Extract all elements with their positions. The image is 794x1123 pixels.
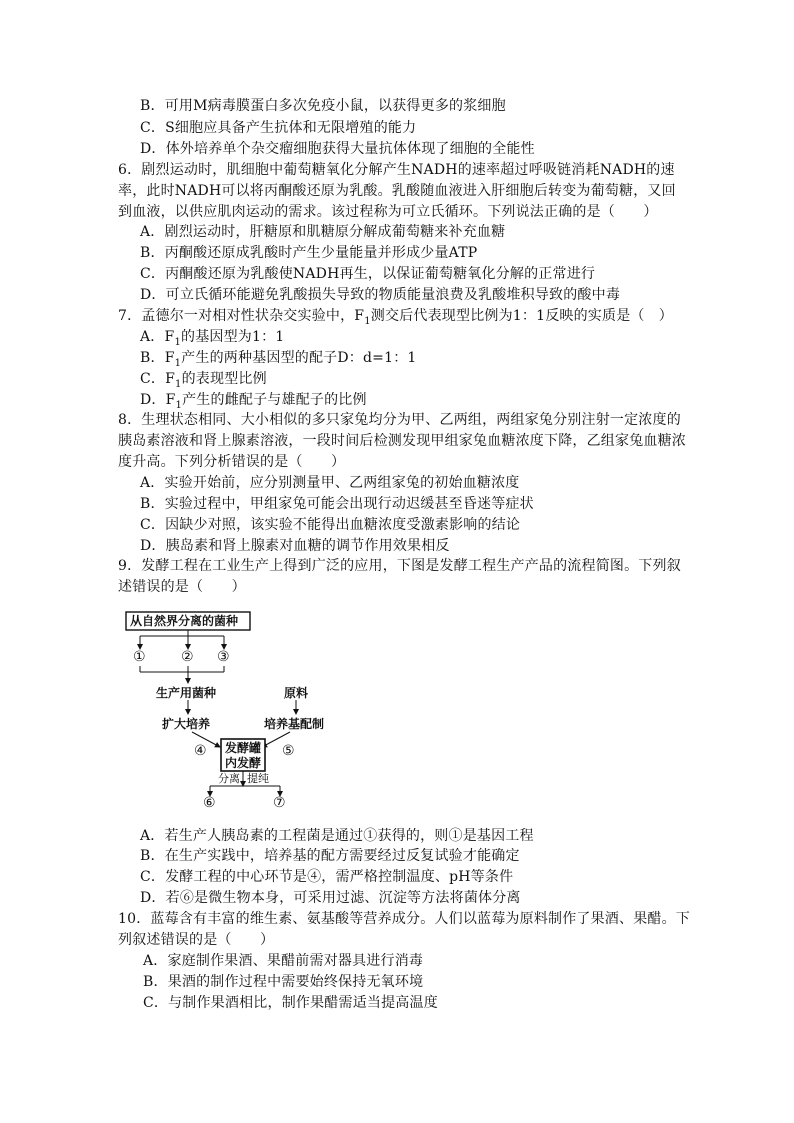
q10-option-a: A．家庭制作果酒、果醋前需对器具进行消毒 <box>143 953 424 969</box>
q10-option-b: B．果酒的制作过程中需要始终保持无氧环境 <box>143 974 424 990</box>
q6-stem-line1: 6．剧烈运动时，肌细胞中葡萄糖氧化分解产生NADH的速率超过呼吸链消耗NADH的速 <box>118 162 675 178</box>
q6-option-c: C．丙酮酸还原为乳酸使NADH再生，以保证葡萄糖氧化分解的正常进行 <box>140 266 596 282</box>
q8-option-c: C．因缺少对照，该实验不能得出血糖浓度受激素影响的结论 <box>140 517 521 533</box>
q9-option-b: B．在生产实践中，培养基的配方需要经过反复试验才能确定 <box>140 848 520 864</box>
diagram-raw-material-label: 原料 <box>284 686 309 700</box>
diagram-production-strain-label: 生产用菌种 <box>156 686 217 700</box>
diagram-step-3: ③ <box>217 649 230 665</box>
q7-option-b: B．$F_1$产生的两种基因型的配子D：d=1：1 <box>140 350 417 369</box>
diagram-tank-line1: 发酵罐 <box>225 741 262 755</box>
diagram-medium-prep-label: 培养基配制 <box>264 717 325 731</box>
q7-option-d: D．$F_1$产生的雌配子与雄配子的比例 <box>140 392 367 411</box>
q7-option-c: C．$F_1$的表现型比例 <box>140 371 267 390</box>
diagram-step-4: ④ <box>194 743 207 759</box>
q5-option-d: D．体外培养单个杂交瘤细胞获得大量抗体体现了细胞的全能性 <box>140 141 535 157</box>
diagram-step-1: ① <box>133 649 146 665</box>
q6-option-d: D．可立氏循环能避免乳酸损失导致的物质能量浪费及乳酸堆积导致的酸中毒 <box>140 287 621 303</box>
q6-stem-line3: 到血液，以供应肌肉运动的需求。该过程称为可立氏循环。下列说法正确的是（ ） <box>118 204 658 220</box>
diagram-step-7: ⑦ <box>273 795 286 811</box>
q8-option-d: D．胰岛素和肾上腺素对血糖的调节作用效果相反 <box>140 538 450 554</box>
q9-option-c: C．发酵工程的中心环节是④，需严格控制温度、pH等条件 <box>140 869 514 885</box>
q9-stem-line1: 9．发酵工程在工业生产上得到广泛的应用，下图是发酵工程生产产品的流程简图。下列叙 <box>118 558 681 574</box>
q8-stem-line2: 胰岛素溶液和肾上腺素溶液，一段时间后检测发现甲组家兔血糖浓度下降，乙组家兔血糖浓 <box>118 433 686 449</box>
diagram-purify-label: 提纯 <box>247 772 269 785</box>
diagram-tank-line2: 内发酵 <box>225 756 262 770</box>
q10-stem-line2: 列叙述错误的是（ ） <box>118 932 275 948</box>
q5-option-b: B．可用M病毒膜蛋白多次免疫小鼠，以获得更多的浆细胞 <box>140 98 506 114</box>
q9-option-d: D．若⑥是微生物本身，可采用过滤、沉淀等方法将菌体分离 <box>140 890 521 906</box>
q8-option-b: B．实验过程中，甲组家兔可能会出现行动迟缓甚至昏迷等症状 <box>140 496 534 512</box>
diagram-step-5: ⑤ <box>282 743 295 759</box>
q9-option-a: A．若生产人胰岛素的工程菌是通过①获得的，则①是基因工程 <box>140 828 534 844</box>
q7-option-a: A．$F_1$的基因型为1：1 <box>140 329 285 348</box>
diagram-expand-culture-label: 扩大培养 <box>162 717 211 731</box>
q10-stem-line1: 10．蓝莓含有丰富的维生素、氨基酸等营养成分。人们以蓝莓为原料制作了果酒、果醋。下 <box>118 911 691 927</box>
q8-stem-line3: 度升高。下列分析错误的是（ ） <box>118 454 346 470</box>
q9-stem-line2: 述错误的是（ ） <box>118 579 246 595</box>
diagram-separate-label: 分离 <box>218 772 240 785</box>
diagram-step-2: ② <box>181 649 194 665</box>
q10-option-c: C．与制作果酒相比，制作果醋需适当提高温度 <box>143 995 438 1011</box>
q5-option-c: C．S细胞应具备产生抗体和无限增殖的能力 <box>140 120 417 136</box>
q6-option-a: A．剧烈运动时，肝糖原和肌糖原分解成葡萄糖来补充血糖 <box>140 224 506 240</box>
q6-stem-line2: 率，此时NADH可以将丙酮酸还原为乳酸。乳酸随血液进入肝细胞后转变为葡萄糖，又回 <box>118 183 676 199</box>
diagram-step-6: ⑥ <box>203 795 216 811</box>
q6-option-b: B．丙酮酸还原成乳酸时产生少量能量并形成少量ATP <box>140 245 478 261</box>
diagram-source-strain-label: 从自然界分离的菌种 <box>130 614 239 628</box>
q8-option-a: A．实验开始前，应分别测量甲、乙两组家兔的初始血糖浓度 <box>140 475 520 491</box>
q7-stem: 7．孟德尔一对相对性状杂交实验中，$F_1$测交后代表现型比例为1：1反映的实质是（ ） <box>118 308 674 327</box>
fermentation-flow-diagram <box>118 606 358 816</box>
q8-stem-line1: 8．生理状态相同、大小相似的多只家兔均分为甲、乙两组，两组家兔分别注射一定浓度的 <box>118 412 681 428</box>
